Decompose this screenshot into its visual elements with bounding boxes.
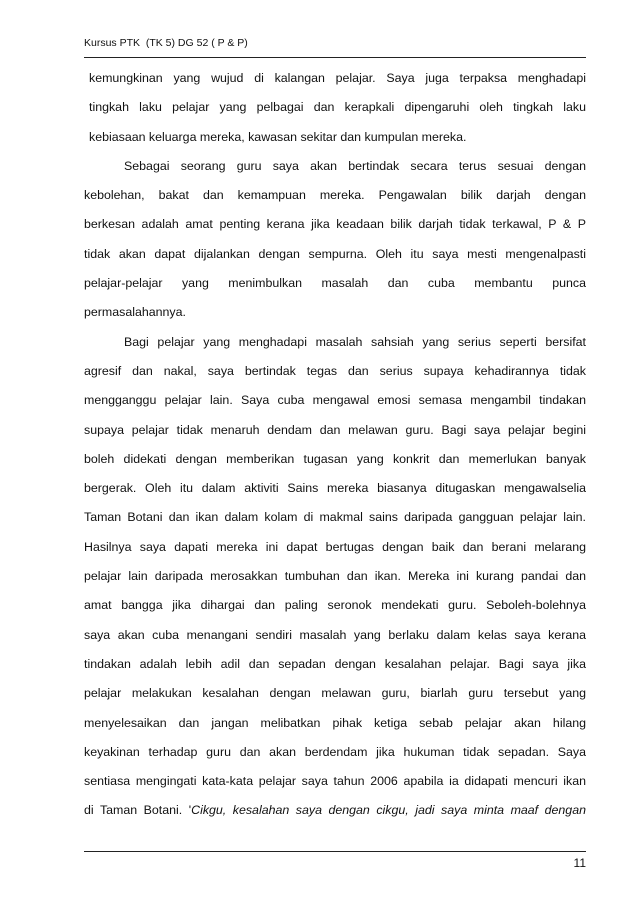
footer-divider <box>84 851 586 852</box>
running-header: Kursus PTK (TK 5) DG 52 ( P & P) <box>84 37 248 49</box>
paragraph-first-line: Sebagai seorang guru saya akan bertindak secara terus sesuai dengan <box>124 158 586 173</box>
quote-lead-in: di Taman Botani. ' <box>84 803 192 818</box>
text-line: saya akan cuba menangani sendiri masalah yang berlaku dalam kelas saya kerana <box>84 627 586 642</box>
text-line: menyelesaikan dan jangan melibatkan pihak ketiga sebab pelajar akan hilang <box>84 715 586 730</box>
text-line: kebolehan, bakat dan kemampuan mereka. Pengawalan bilik darjah dengan <box>84 188 586 203</box>
text-line: tindakan adalah lebih adil dan sepadan dengan kesalahan pelajar. Bagi saya jika <box>84 656 586 671</box>
text-line: amat bangga jika dihargai dan paling seronok mendekati guru. Seboleh-bolehnya <box>84 598 586 613</box>
italic-quote: Cikgu, kesalahan saya dengan cikgu, jadi saya minta maaf dengan <box>191 803 586 818</box>
text-line: boleh didekati dengan memberikan tugasan yang konkrit dan memerlukan banyak <box>84 451 586 466</box>
text-line: pelajar lain daripada merosakkan tumbuhan dan ikan. Mereka ini kurang pandai dan <box>84 569 586 584</box>
paragraph-first-line: Bagi pelajar yang menghadapi masalah sahsiah yang serius seperti bersifat <box>124 334 586 349</box>
text-line: mengganggu pelajar lain. Saya cuba mengawal emosi semasa mengambil tindakan <box>84 393 586 408</box>
text-line: keyakinan terhadap guru dan akan berdendam jika hukuman tidak sepadan. Saya <box>84 744 586 759</box>
text-line: tidak akan dapat dijalankan dengan sempurna. Oleh itu saya mesti mengenalpasti <box>84 246 586 261</box>
text-line: pelajar melakukan kesalahan dengan melawan guru, biarlah guru tersebut yang <box>84 686 586 701</box>
text-line: supaya pelajar tidak menaruh dendam dan melawan guru. Bagi saya pelajar begini <box>84 422 586 437</box>
text-line: Taman Botani dan ikan dalam kolam di makmal sains daripada gangguan pelajar lain. <box>84 510 586 525</box>
text-line: kemungkinan yang wujud di kalangan pelajar. Saya juga terpaksa menghadapi <box>89 71 586 85</box>
text-line: kebiasaan keluarga mereka, kawasan sekitar dan kumpulan mereka. <box>89 129 467 144</box>
text-line: bergerak. Oleh itu dalam aktiviti Sains mereka biasanya ditugaskan mengawalselia <box>84 481 586 496</box>
header-divider <box>84 57 586 58</box>
text-line: berkesan adalah amat penting kerana jika keadaan bilik darjah tidak terkawal, P & P <box>84 217 586 232</box>
text-line-with-quote <box>84 796 586 825</box>
page-number: 11 <box>573 856 586 870</box>
text-line: agresif dan nakal, saya bertindak tegas dan serius supaya kehadirannya tidak <box>84 363 586 378</box>
text-line: permasalahannya. <box>84 305 186 320</box>
body-text <box>84 64 586 826</box>
text-line: Hasilnya saya dapati mereka ini dapat bertugas dengan baik dan berani melarang <box>84 539 586 554</box>
text-line: tingkah laku pelajar yang pelbagai dan kerapkali dipengaruhi oleh tingkah laku <box>89 100 586 115</box>
text-line: pelajar-pelajar yang menimbulkan masalah dan cuba membantu punca <box>84 276 586 291</box>
text-line: sentiasa mengingati kata-kata pelajar saya tahun 2006 apabila ia didapati mencuri ikan <box>84 774 586 789</box>
